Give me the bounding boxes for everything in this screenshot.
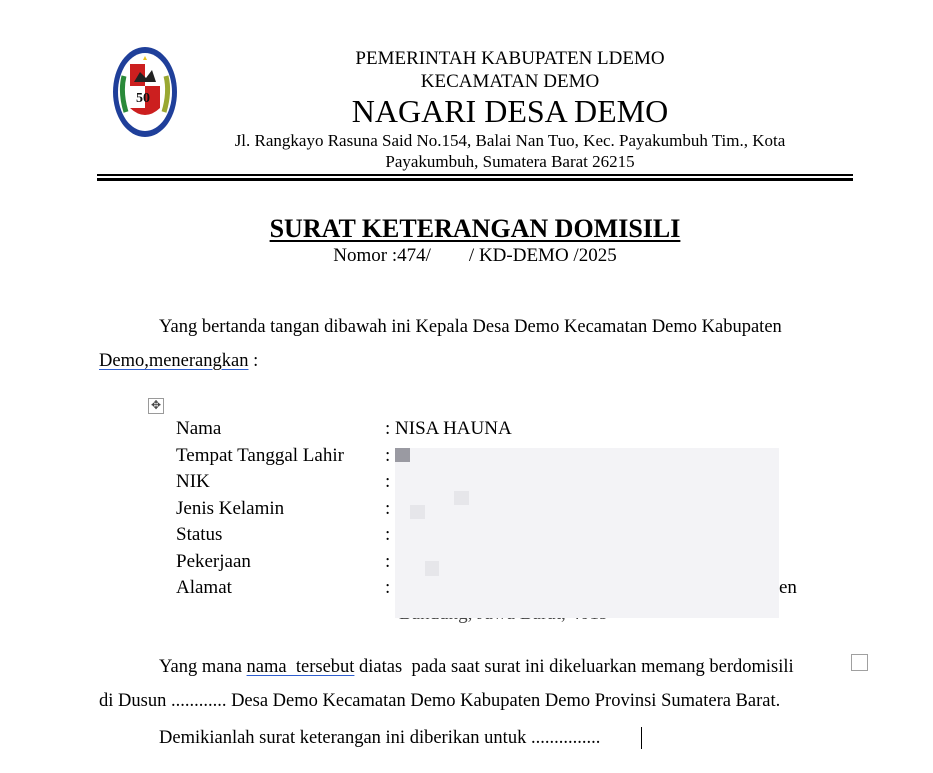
document-number: Nomor :474/ / KD-DEMO /2025 <box>333 245 617 266</box>
district-heading: KECAMATAN DEMO <box>420 71 600 92</box>
field-colon-occupation: : <box>385 551 391 572</box>
spellcheck-flagged-text[interactable]: Demo,menerangkan <box>99 351 249 371</box>
village-heading: NAGARI DESA DEMO <box>351 93 669 129</box>
regency-crest-logo <box>112 46 178 138</box>
address-line-2: Payakumbuh, Sumatera Barat 26215 <box>385 152 635 171</box>
document-title <box>200 214 750 244</box>
text-cursor <box>641 727 642 749</box>
field-value-nama: : NISA HAUNA <box>385 418 512 439</box>
intro-line-1: Yang bertanda tangan dibawah ini Kepala Desa Demo Kecamatan Demo Kabupaten <box>159 317 782 337</box>
intro-line-2 <box>99 350 258 372</box>
field-label-status: Status <box>176 524 223 545</box>
move-arrows-icon: ✥ <box>150 398 162 412</box>
field-label-address: Alamat <box>176 577 232 598</box>
address-tail-text: en <box>779 577 797 598</box>
field-colon-status: : <box>385 524 391 545</box>
pixelated-redaction <box>395 448 779 618</box>
residence-paragraph-line-2: di Dusun ............ Desa Demo Kecamatan Demo Kabupaten Demo Provinsi Sumatera Barat. <box>99 691 781 711</box>
paragraph-end-marker <box>851 654 868 671</box>
field-label-nik: NIK <box>176 471 210 492</box>
field-label-occupation: Pekerjaan <box>176 551 251 572</box>
table-move-handle[interactable] <box>148 398 164 414</box>
residence-text-start: Yang mana <box>159 657 247 677</box>
field-colon-gender: : <box>385 498 391 519</box>
residence-text-end: diatas pada saat surat ini dikeluarkan memang berdomisili <box>354 657 794 677</box>
field-label-gender: Jenis Kelamin <box>176 498 285 519</box>
closing-paragraph[interactable]: Demikianlah surat keterangan ini diberikan untuk ............... <box>159 728 601 748</box>
field-label-nama: Nama <box>176 418 222 439</box>
svg-text:50: 50 <box>136 91 150 106</box>
field-colon-nik: : <box>385 471 391 492</box>
spellcheck-flagged-name[interactable]: nama tersebut <box>246 657 355 677</box>
field-label-ttl: Tempat Tanggal Lahir <box>176 445 344 466</box>
letterhead-divider-thin <box>97 174 853 176</box>
letterhead-divider-thick <box>97 178 853 181</box>
government-heading: PEMERINTAH KABUPATEN LDEMO <box>355 48 665 69</box>
residence-paragraph-line-1 <box>159 656 794 678</box>
address-line-1: Jl. Rangkayo Rasuna Said No.154, Balai Nan Tuo, Kec. Payakumbuh Tim., Kota <box>234 131 786 150</box>
field-colon-address: : <box>385 577 391 598</box>
intro-colon: : <box>248 351 259 371</box>
field-colon-ttl: : <box>385 445 391 466</box>
document-title-text: SURAT KETERANGAN DOMISILI <box>269 214 681 243</box>
regency-crest-emblem-icon <box>112 46 178 138</box>
